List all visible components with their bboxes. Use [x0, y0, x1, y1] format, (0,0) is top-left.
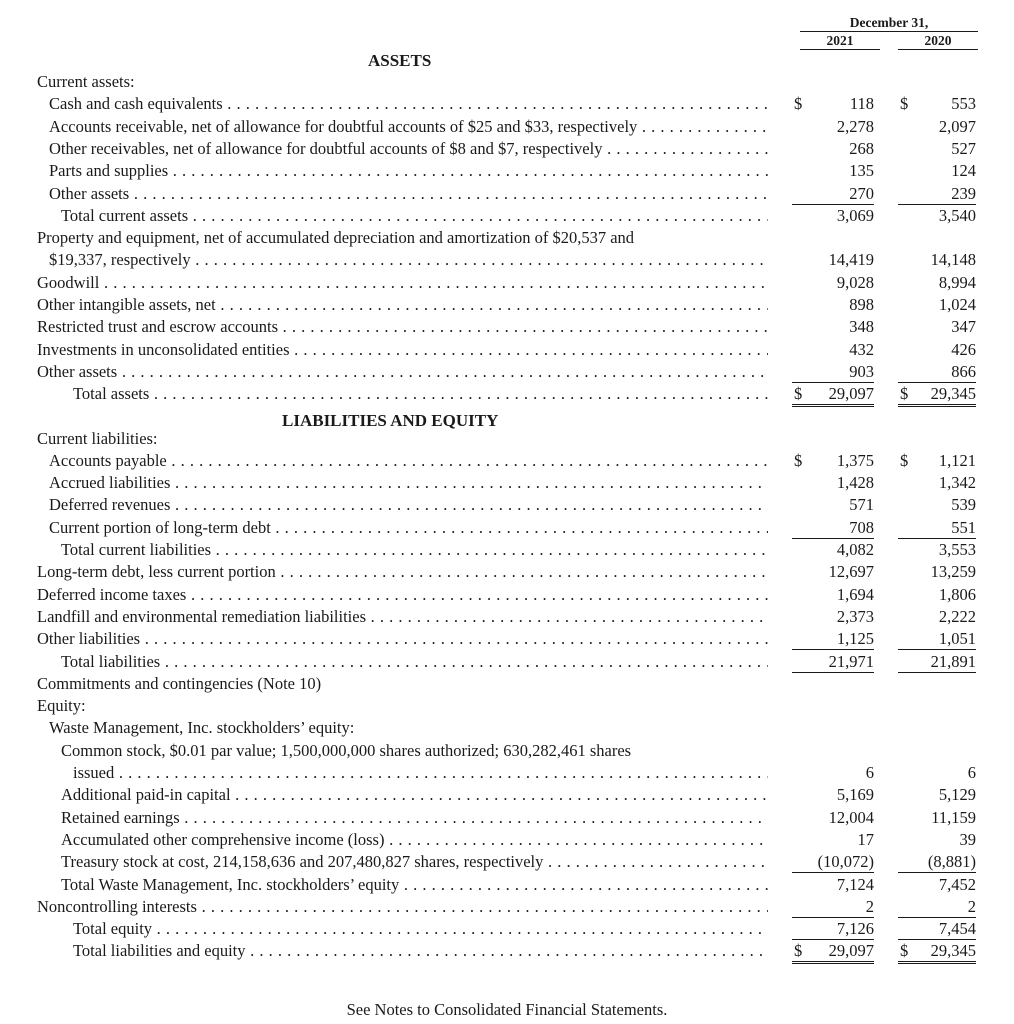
table-row: [0, 807, 1014, 829]
value-2021: 12,697: [828, 562, 874, 582]
value-2020: 29,345: [898, 383, 976, 407]
value-2021: 1,694: [836, 584, 874, 604]
row-label: Total liabilities and equity . . .: [73, 940, 768, 962]
value-2020: 1,342: [938, 473, 976, 493]
value-2021: 348: [849, 317, 874, 337]
value-2021: 3,069: [836, 205, 874, 225]
value-2021: 1,375: [836, 450, 874, 470]
table-row: [0, 93, 1014, 115]
value-2021: 1,428: [836, 473, 874, 493]
value-2021: 21,971: [792, 651, 874, 673]
table-row: [0, 472, 1014, 494]
value-2020: (8,881): [898, 851, 976, 873]
row-label: Other liabilities . . .: [37, 628, 768, 650]
value-2020: 539: [951, 495, 976, 515]
row-label: Goodwill . . .: [37, 272, 768, 294]
value-2021: 7,126: [792, 918, 874, 940]
value-2021: 118: [849, 94, 874, 114]
table-row: [0, 71, 1014, 93]
row-label: issued . . .: [73, 762, 768, 784]
value-2021: 268: [849, 138, 874, 158]
table-row: [0, 517, 1014, 539]
table-row: [0, 918, 1014, 940]
column-header-period: December 31,: [800, 14, 978, 32]
value-2021: 2,373: [836, 606, 874, 626]
section-heading-liabilities-equity: LIABILITIES AND EQUITY: [282, 411, 499, 430]
row-label: Treasury stock at cost, 214,158,636 and 207,480,827 shares, respectively . . .: [61, 851, 768, 873]
value-2021: 5,169: [836, 785, 874, 805]
row-label: Waste Management, Inc. stockholders’ equity:: [49, 718, 355, 738]
value-2021: 17: [857, 829, 874, 849]
dollar-sign: $: [900, 941, 909, 961]
value-2021: 2,278: [836, 116, 874, 136]
table-row: [0, 561, 1014, 583]
value-2021: 9,028: [836, 272, 874, 292]
row-label: Long-term debt, less current portion . . .: [37, 561, 768, 583]
value-2020: 5,129: [938, 785, 976, 805]
value-2021: 4,082: [836, 540, 874, 559]
row-label: Investments in unconsolidated entities . . .: [37, 339, 768, 361]
value-2021: 135: [849, 161, 874, 181]
row-label: Noncontrolling interests . . .: [37, 896, 768, 918]
table-row: [0, 116, 1014, 138]
table-row: [0, 628, 1014, 650]
value-2020: 3,540: [938, 205, 976, 225]
value-2020: 2: [898, 896, 976, 918]
value-2021: 2: [792, 896, 874, 918]
value-2020: 239: [898, 183, 976, 205]
value-2020: 11,159: [931, 807, 976, 827]
table-row: [0, 160, 1014, 182]
value-2020: 347: [951, 317, 976, 337]
table-row: [0, 874, 1014, 896]
table-row: [0, 940, 1014, 962]
value-2021: 7,124: [836, 874, 874, 894]
table-row: [0, 896, 1014, 918]
value-2020: 2,222: [938, 606, 976, 626]
table-row: [0, 584, 1014, 606]
row-label: Current assets:: [37, 72, 135, 91]
table-row: [0, 784, 1014, 806]
value-2020: 124: [951, 161, 976, 181]
dollar-sign: $: [900, 384, 909, 404]
row-label: Accounts receivable, net of allowance for doubtful accounts of $25 and $33, respectively . . .: [49, 116, 768, 138]
table-row: [0, 539, 1014, 561]
dollar-sign: $: [900, 450, 909, 470]
footer-note: See Notes to Consolidated Financial Statements.: [346, 1000, 668, 1019]
row-label: Additional paid-in capital . . .: [61, 784, 768, 806]
table-row: [0, 316, 1014, 338]
row-label: Restricted trust and escrow accounts . . .: [37, 316, 768, 338]
section-heading-assets: ASSETS: [368, 51, 432, 70]
row-label: Common stock, $0.01 par value; 1,500,000,000 shares authorized; 630,282,461 shares: [61, 740, 632, 760]
column-header-2020: 2020: [898, 32, 978, 50]
value-2021: 12,004: [828, 807, 874, 827]
dollar-sign: $: [794, 94, 803, 114]
row-label: Retained earnings . . .: [61, 807, 768, 829]
table-row: [0, 361, 1014, 383]
value-2021: 14,419: [828, 250, 874, 270]
dollar-sign: $: [794, 384, 803, 404]
row-label: Current portion of long-term debt . . .: [49, 517, 768, 539]
row-label: Other assets . . .: [37, 361, 768, 383]
row-label: Total assets . . .: [73, 383, 768, 405]
value-2020: 1,806: [938, 584, 976, 604]
table-row: [0, 606, 1014, 628]
table-row: [0, 339, 1014, 361]
row-label: Total current liabilities . . .: [61, 539, 768, 561]
value-2020: 7,452: [938, 874, 976, 894]
row-label: Parts and supplies . . .: [49, 160, 768, 182]
table-row: [0, 673, 1014, 695]
table-row: [0, 829, 1014, 851]
row-label: Current liabilities:: [37, 428, 158, 448]
row-label: Landfill and environmental remediation liabilities . . .: [37, 606, 768, 628]
row-label: Property and equipment, net of accumulated depreciation and amortization of $20,537 and: [37, 228, 635, 248]
table-row: [0, 651, 1014, 673]
table-row: [0, 138, 1014, 160]
value-2020: 21,891: [898, 651, 976, 673]
value-2020: 553: [951, 94, 976, 114]
table-row: [0, 851, 1014, 873]
value-2020: 13,259: [930, 562, 976, 582]
value-2020: 7,454: [898, 918, 976, 940]
value-2021: 29,097: [792, 940, 874, 964]
row-label: Total Waste Management, Inc. stockholders’ equity . . .: [61, 874, 768, 896]
table-row: [0, 428, 1014, 450]
value-2021: 1,125: [792, 628, 874, 650]
table-row: [0, 740, 1014, 762]
row-label: Other assets . . .: [49, 183, 768, 205]
row-label: Other receivables, net of allowance for doubtful accounts of $8 and $7, respectively . . .: [49, 138, 768, 160]
table-row: [0, 272, 1014, 294]
table-row: [0, 227, 1014, 249]
value-2020: 1,121: [938, 450, 976, 470]
row-label: Deferred income taxes . . .: [37, 584, 768, 606]
value-2020: 866: [898, 361, 976, 383]
table-row: [0, 183, 1014, 205]
row-label: Equity:: [37, 696, 86, 716]
row-label: Other intangible assets, net . . .: [37, 294, 768, 316]
value-2020: 426: [951, 339, 976, 359]
table-row: [0, 695, 1014, 717]
value-2021: 432: [849, 339, 874, 359]
value-2020: 3,553: [938, 540, 976, 559]
table-row: [0, 717, 1014, 739]
value-2020: 8,994: [938, 272, 976, 292]
value-2021: 270: [792, 183, 874, 205]
value-2021: 903: [792, 361, 874, 383]
value-2021: 898: [849, 295, 874, 314]
table-row: [0, 294, 1014, 316]
column-header-2021: 2021: [800, 32, 880, 50]
value-2021: 571: [849, 495, 874, 515]
value-2021: 708: [792, 517, 874, 539]
row-label: Total equity . . .: [73, 918, 768, 940]
table-row: [0, 249, 1014, 271]
row-label: Accumulated other comprehensive income (loss) . . .: [61, 829, 768, 851]
value-2020: 527: [951, 138, 976, 158]
table-row: [0, 383, 1014, 405]
value-2020: 14,148: [930, 250, 976, 270]
row-label: Deferred revenues . . .: [49, 494, 768, 516]
value-2021: (10,072): [792, 851, 874, 873]
dollar-sign: $: [900, 94, 909, 114]
row-label: Accrued liabilities . . .: [49, 472, 768, 494]
value-2020: 39: [959, 829, 976, 849]
value-2020: 6: [967, 763, 976, 782]
dollar-sign: $: [794, 941, 803, 961]
row-label: Total liabilities . . .: [61, 651, 768, 673]
value-2020: 1,051: [898, 628, 976, 650]
row-label: $19,337, respectively . . .: [49, 249, 768, 271]
row-label: Total current assets . . .: [61, 205, 768, 227]
table-row: [0, 450, 1014, 472]
table-row: [0, 494, 1014, 516]
row-label: Commitments and contingencies (Note 10): [37, 673, 322, 693]
row-label: Accounts payable . . .: [49, 450, 768, 472]
row-label: Cash and cash equivalents . . .: [49, 93, 768, 115]
table-row: [0, 762, 1014, 784]
value-2021: 6: [865, 763, 874, 782]
table-row: [0, 205, 1014, 227]
value-2020: 2,097: [938, 116, 976, 136]
value-2021: 29,097: [792, 383, 874, 407]
dollar-sign: $: [794, 450, 803, 470]
value-2020: 551: [898, 517, 976, 539]
value-2020: 1,024: [938, 295, 976, 314]
value-2020: 29,345: [898, 940, 976, 964]
